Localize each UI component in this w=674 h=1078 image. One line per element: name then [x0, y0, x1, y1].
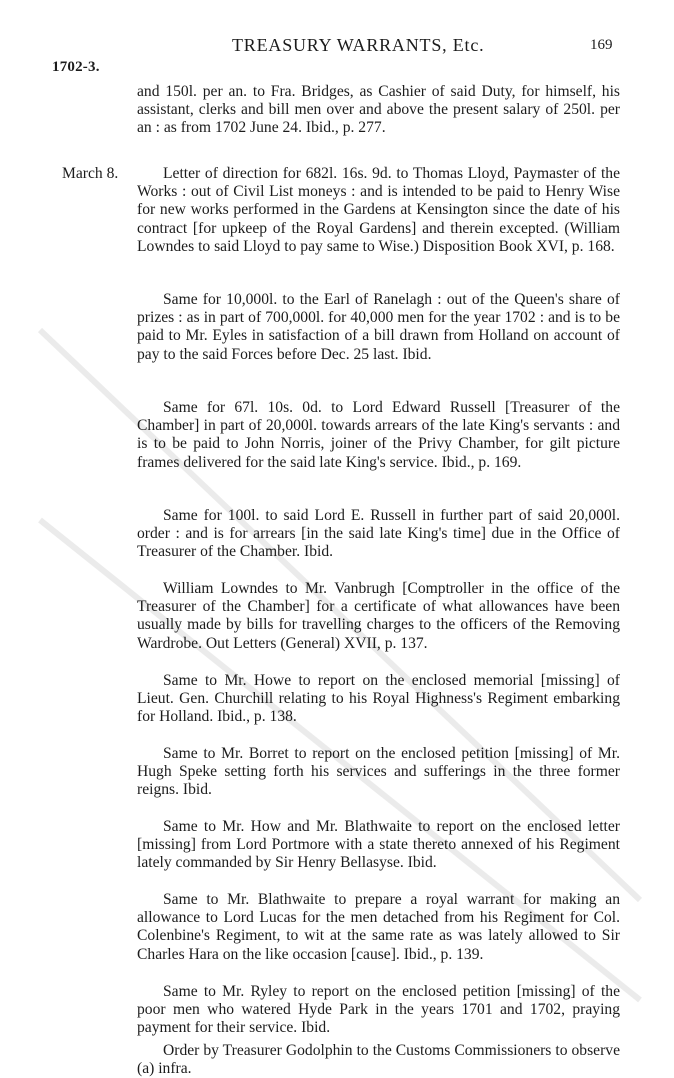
paragraph-10: Same to Mr. Blathwaite to prepare a royal warrant for making an allowance to Lord Lucas for the men detached from his Regiment for Col. Colenbine's Regiment, to wit at the same rate as was lately allowed to Sir Charles Hara on the like occasion [cause]. Ibid., p. 139. [137, 891, 620, 963]
paragraph-12: Order by Treasurer Godolphin to the Customs Commissioners to observe (a) infra. [137, 1042, 620, 1078]
header-year: 1702-3. [52, 59, 100, 75]
header-page-number: 169 [590, 37, 613, 53]
paragraph-8: Same to Mr. Borret to report on the enclosed petition [missing] of Mr. Hugh Speke setting forth his services and sufferings in the three former reigns. Ibid. [137, 745, 620, 799]
header-title: TREASURY WARRANTS, Etc. [232, 35, 485, 55]
paragraph-5: Same for 100l. to said Lord E. Russell in further part of said 20,000l. order : and is for arrears [in the said late King's time] due in the Office of Treasurer of the Chamber. Ibid. [137, 507, 620, 561]
paragraph-11: Same to Mr. Ryley to report on the enclosed petition [missing] of the poor men who watered Hyde Park in the years 1701 and 1702, praying payment for their service. Ibid. [137, 983, 620, 1037]
paragraph-9: Same to Mr. How and Mr. Blathwaite to report on the enclosed letter [missing] from Lord Portmore with a state thereto annexed of his Regiment lately commanded by Sir Henry Bellasyse. Ibid. [137, 818, 620, 872]
margin-date: March 8. [62, 165, 119, 182]
paragraph-3: Same for 10,000l. to the Earl of Ranelagh : out of the Queen's share of prizes : as in part of 700,000l. for 40,000 men for the year 1702 : and is to be paid to Mr. Eyles in satisfaction of a bill drawn from Holland on account of pay to the said Forces before Dec. 25 last. Ibid. [137, 291, 620, 363]
paragraph-6: William Lowndes to Mr. Vanbrugh [Comptroller in the office of the Treasurer of the Chamber] for a certificate of what allowances have been usually made by bills for travelling charges to the officers of the Removing Wardrobe. Out Letters (General) XVII, p. 137. [137, 580, 620, 652]
paragraph-2: Letter of direction for 682l. 16s. 9d. to Thomas Lloyd, Paymaster of the Works : out of Civil List moneys : and is intended to be paid to Henry Wise for new works performed in the Gardens at Kensington since the date of his contract [for upkeep of the Royal Gardens] and therein excepted. (William Lowndes to said Lloyd to pay same to Wise.) Disposition Book XVI, p. 168. [137, 165, 620, 255]
paragraph-7: Same to Mr. Howe to report on the enclosed memorial [missing] of Lieut. Gen. Churchill relating to his Royal Highness's Regiment embarking for Holland. Ibid., p. 138. [137, 672, 620, 726]
paragraph-4: Same for 67l. 10s. 0d. to Lord Edward Russell [Treasurer of the Chamber] in part of 20,000l. towards arrears of the late King's servants : and is to be paid to John Norris, joiner of the Privy Chamber, for gilt picture frames delivered for the said late King's service. Ibid., p. 169. [137, 399, 620, 471]
paragraph-1: and 150l. per an. to Fra. Bridges, as Cashier of said Duty, for himself, his assistant, clerks and bill men over and above the present salary of 250l. per an : as from 1702 June 24. Ibid., p. 277. [137, 83, 620, 137]
